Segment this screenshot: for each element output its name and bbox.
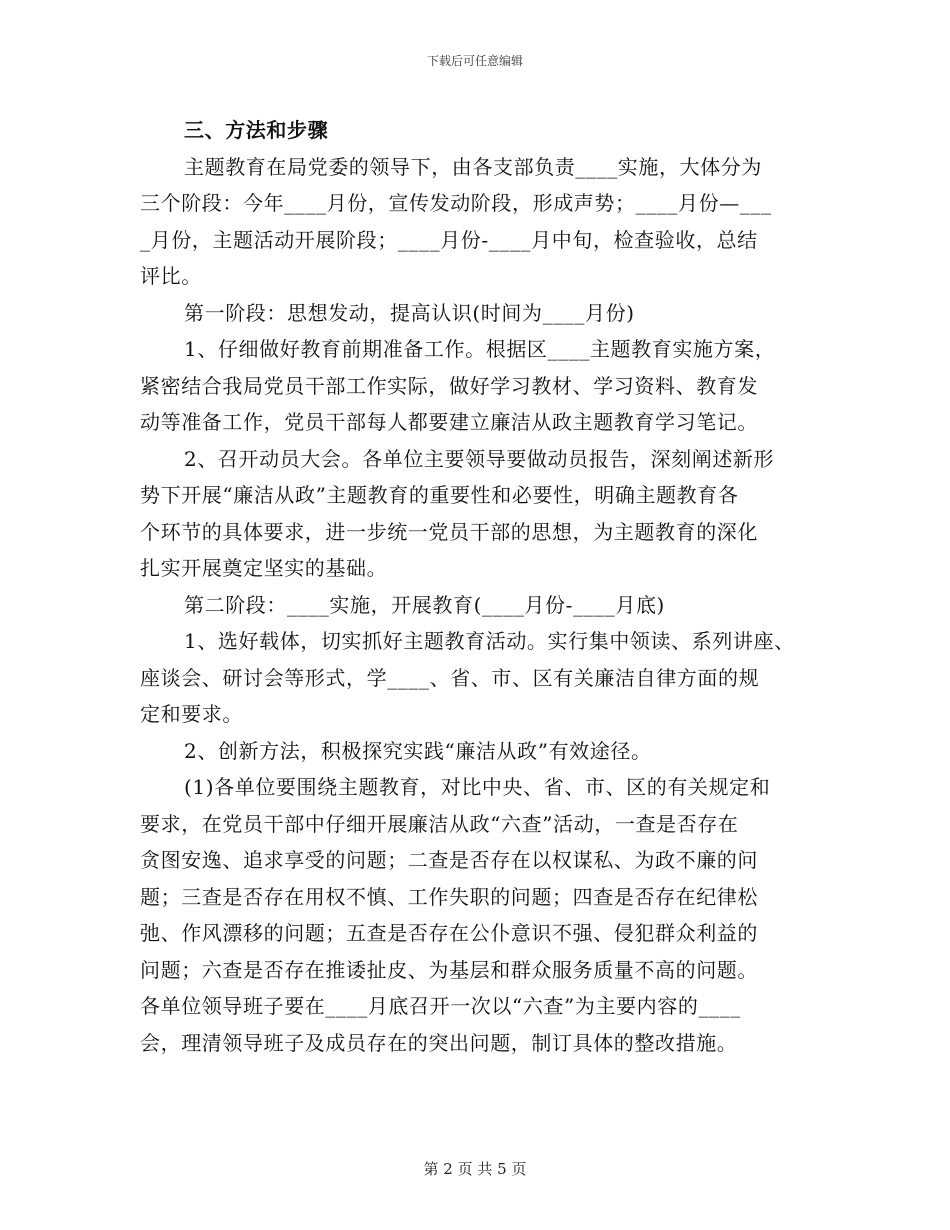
stage-heading: 第二阶段：____实施，开展教育(____月份-____月底) <box>184 592 665 617</box>
paragraph-line: 问题；六查是否存在推诿扯皮、为基层和群众服务质量不高的问题。 <box>140 957 758 982</box>
paragraph-line: 1、选好载体，切实抓好主题教育活动。实行集中领读、系列讲座、 <box>184 629 795 653</box>
paragraph-line: 2、创新方法，积极探究实践“廉洁从政”有效途径。 <box>184 738 652 763</box>
paragraph-line: _月份，主题活动开展阶段；____月份-____月中旬，检查验收，总结 <box>140 227 758 252</box>
paragraph-line: 各单位领导班子要在____月底召开一次以“六查”为主要内容的____ <box>140 994 741 1018</box>
document-body <box>140 112 830 1061</box>
paragraph-line: 定和要求。 <box>140 702 243 726</box>
paragraph-line: 紧密结合我局党员干部工作实际，做好学习教材、学习资料、教育发 <box>140 373 758 398</box>
paragraph-line: 三个阶段：今年____月份，宣传发动阶段，形成声势；____月份—___ <box>140 191 772 215</box>
page-number: 第 2 页 共 5 页 <box>423 1160 527 1178</box>
paragraph-line: 会，理清领导班子及成员存在的突出问题，制订具体的整改措施。 <box>140 1030 738 1055</box>
paragraph-line: 个环节的具体要求，进一步统一党员干部的思想，为主题教育的深化 <box>140 519 758 544</box>
paragraph-line: 1、仔细做好教育前期准备工作。根据区____主题教育实施方案， <box>184 337 776 361</box>
paragraph-line: 座谈会、研讨会等形式，学____、省、市、区有关廉洁自律方面的规 <box>140 665 760 690</box>
paragraph-line: 2、召开动员大会。各单位主要领导要做动员报告，深刻阐述新形 <box>184 446 775 471</box>
paragraph-line: 题；三查是否存在用权不慎、工作失职的问题；四查是否存在纪律松 <box>140 884 758 909</box>
paragraph-line: 扎实开展奠定坚实的基础。 <box>140 556 388 580</box>
page-header: 下载后可任意编辑 <box>426 54 523 68</box>
paragraph-line: 动等准备工作，党员干部每人都要建立廉洁从政主题教育学习笔记。 <box>140 410 758 434</box>
paragraph-line: 弛、作风漂移的问题；五查是否存在公仆意识不强、侵犯群众利益的 <box>140 921 758 945</box>
paragraph-line: 评比。 <box>140 264 202 288</box>
stage-heading: 第一阶段：思想发动，提高认识(时间为____月份) <box>184 300 635 325</box>
paragraph-line: 势下开展“廉洁从政”主题教育的重要性和必要性，明确主题教育各 <box>140 483 739 507</box>
paragraph-line: 贪图安逸、追求享受的问题；二查是否存在以权谋私、为政不廉的问 <box>140 848 758 872</box>
section-heading: 三、方法和步骤 <box>184 118 329 142</box>
paragraph-line: 要求，在党员干部中仔细开展廉洁从政“六查”活动，一查是否存在 <box>140 811 739 836</box>
paragraph-line: 主题教育在局党委的领导下，由各支部负责____实施，大体分为 <box>184 154 762 179</box>
paragraph-line: (1)各单位要围绕主题教育，对比中央、省、市、区的有关规定和 <box>184 775 771 799</box>
